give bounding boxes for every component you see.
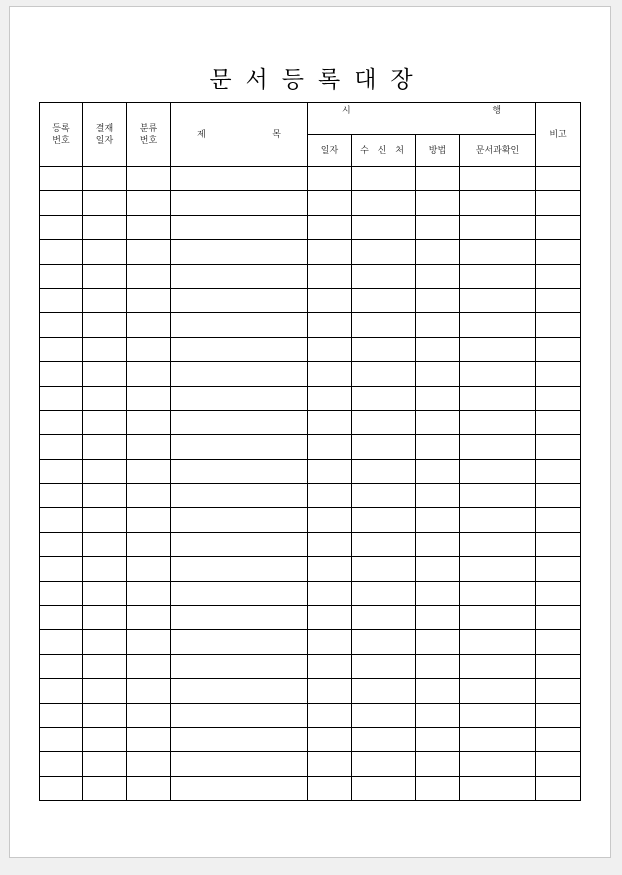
cell-remarks <box>536 484 581 508</box>
cell-document-confirmation <box>460 727 536 751</box>
header-execution-left: 시 <box>342 105 351 116</box>
cell-method <box>416 654 460 678</box>
cell-registration-number <box>40 264 83 288</box>
cell-document-confirmation <box>460 459 536 483</box>
cell-registration-number <box>40 288 83 312</box>
cell-approval-date <box>83 288 127 312</box>
cell-remarks <box>536 508 581 532</box>
cell-classification-number <box>127 386 171 410</box>
cell-subject <box>171 484 308 508</box>
cell-approval-date <box>83 606 127 630</box>
table-row <box>40 313 581 337</box>
cell-remarks <box>536 337 581 361</box>
cell-subject <box>171 191 308 215</box>
cell-approval-date <box>83 679 127 703</box>
cell-classification-number <box>127 776 171 800</box>
cell-remarks <box>536 362 581 386</box>
cell-execution-date <box>308 581 352 605</box>
cell-execution-date <box>308 191 352 215</box>
cell-approval-date <box>83 264 127 288</box>
cell-document-confirmation <box>460 264 536 288</box>
cell-registration-number <box>40 410 83 434</box>
cell-method <box>416 264 460 288</box>
cell-method <box>416 508 460 532</box>
cell-subject <box>171 654 308 678</box>
header-method: 방법 <box>416 135 460 167</box>
cell-recipient <box>352 532 416 556</box>
header-classification-number: 분류 번호 <box>127 103 171 167</box>
cell-classification-number <box>127 630 171 654</box>
cell-method <box>416 288 460 312</box>
cell-document-confirmation <box>460 606 536 630</box>
table-row <box>40 654 581 678</box>
cell-execution-date <box>308 752 352 776</box>
cell-execution-date <box>308 215 352 239</box>
cell-registration-number <box>40 654 83 678</box>
cell-classification-number <box>127 410 171 434</box>
cell-registration-number <box>40 386 83 410</box>
header-registration-number: 등록 번호 <box>40 103 83 167</box>
cell-recipient <box>352 191 416 215</box>
cell-registration-number <box>40 581 83 605</box>
cell-recipient <box>352 679 416 703</box>
cell-registration-number <box>40 532 83 556</box>
cell-subject <box>171 703 308 727</box>
cell-classification-number <box>127 727 171 751</box>
table-row <box>40 557 581 581</box>
cell-classification-number <box>127 654 171 678</box>
cell-recipient <box>352 606 416 630</box>
cell-classification-number <box>127 240 171 264</box>
cell-registration-number <box>40 508 83 532</box>
cell-execution-date <box>308 386 352 410</box>
cell-execution-date <box>308 435 352 459</box>
cell-subject <box>171 288 308 312</box>
cell-document-confirmation <box>460 532 536 556</box>
cell-remarks <box>536 215 581 239</box>
cell-document-confirmation <box>460 386 536 410</box>
header-subject-left: 제 <box>197 129 206 140</box>
cell-execution-date <box>308 362 352 386</box>
table-row <box>40 215 581 239</box>
document-title: 문서등록대장 <box>209 67 427 93</box>
cell-classification-number <box>127 606 171 630</box>
cell-document-confirmation <box>460 484 536 508</box>
cell-remarks <box>536 191 581 215</box>
cell-registration-number <box>40 679 83 703</box>
cell-recipient <box>352 752 416 776</box>
cell-method <box>416 459 460 483</box>
cell-approval-date <box>83 459 127 483</box>
cell-document-confirmation <box>460 167 536 191</box>
cell-subject <box>171 362 308 386</box>
cell-remarks <box>536 410 581 434</box>
table-row <box>40 240 581 264</box>
cell-remarks <box>536 703 581 727</box>
table-row <box>40 703 581 727</box>
cell-method <box>416 215 460 239</box>
cell-registration-number <box>40 459 83 483</box>
cell-registration-number <box>40 215 83 239</box>
cell-recipient <box>352 410 416 434</box>
cell-remarks <box>536 459 581 483</box>
cell-remarks <box>536 606 581 630</box>
table-row <box>40 606 581 630</box>
cell-remarks <box>536 288 581 312</box>
cell-approval-date <box>83 215 127 239</box>
cell-approval-date <box>83 191 127 215</box>
cell-execution-date <box>308 654 352 678</box>
cell-subject <box>171 508 308 532</box>
cell-document-confirmation <box>460 240 536 264</box>
cell-remarks <box>536 776 581 800</box>
cell-remarks <box>536 581 581 605</box>
cell-subject <box>171 581 308 605</box>
cell-method <box>416 240 460 264</box>
cell-recipient <box>352 654 416 678</box>
cell-subject <box>171 752 308 776</box>
cell-recipient <box>352 581 416 605</box>
cell-recipient <box>352 435 416 459</box>
cell-subject <box>171 386 308 410</box>
table-row <box>40 752 581 776</box>
cell-classification-number <box>127 435 171 459</box>
cell-recipient <box>352 776 416 800</box>
cell-method <box>416 581 460 605</box>
cell-remarks <box>536 654 581 678</box>
cell-method <box>416 752 460 776</box>
table-row <box>40 679 581 703</box>
header-execution-date: 일자 <box>308 135 352 167</box>
cell-document-confirmation <box>460 703 536 727</box>
cell-classification-number <box>127 557 171 581</box>
cell-recipient <box>352 557 416 581</box>
cell-remarks <box>536 313 581 337</box>
cell-classification-number <box>127 264 171 288</box>
cell-classification-number <box>127 288 171 312</box>
cell-classification-number <box>127 679 171 703</box>
cell-approval-date <box>83 167 127 191</box>
cell-remarks <box>536 167 581 191</box>
cell-execution-date <box>308 606 352 630</box>
cell-registration-number <box>40 727 83 751</box>
cell-method <box>416 532 460 556</box>
cell-execution-date <box>308 484 352 508</box>
table-row <box>40 581 581 605</box>
cell-recipient <box>352 362 416 386</box>
cell-method <box>416 191 460 215</box>
cell-approval-date <box>83 410 127 434</box>
cell-registration-number <box>40 752 83 776</box>
cell-document-confirmation <box>460 776 536 800</box>
cell-remarks <box>536 264 581 288</box>
cell-registration-number <box>40 703 83 727</box>
table-row <box>40 459 581 483</box>
table-row <box>40 435 581 459</box>
cell-classification-number <box>127 337 171 361</box>
cell-method <box>416 313 460 337</box>
cell-classification-number <box>127 362 171 386</box>
cell-approval-date <box>83 727 127 751</box>
cell-method <box>416 727 460 751</box>
cell-recipient <box>352 215 416 239</box>
cell-approval-date <box>83 362 127 386</box>
cell-recipient <box>352 240 416 264</box>
cell-classification-number <box>127 532 171 556</box>
cell-method <box>416 484 460 508</box>
cell-document-confirmation <box>460 362 536 386</box>
cell-recipient <box>352 264 416 288</box>
cell-classification-number <box>127 484 171 508</box>
table-row <box>40 484 581 508</box>
header-remarks: 비고 <box>536 103 581 167</box>
table-row <box>40 337 581 361</box>
cell-remarks <box>536 630 581 654</box>
cell-method <box>416 410 460 434</box>
cell-execution-date <box>308 410 352 434</box>
table-row <box>40 191 581 215</box>
table-row <box>40 288 581 312</box>
cell-execution-date <box>308 167 352 191</box>
cell-execution-date <box>308 727 352 751</box>
cell-method <box>416 167 460 191</box>
cell-subject <box>171 215 308 239</box>
cell-approval-date <box>83 703 127 727</box>
cell-registration-number <box>40 337 83 361</box>
cell-registration-number <box>40 167 83 191</box>
cell-remarks <box>536 532 581 556</box>
cell-subject <box>171 313 308 337</box>
table-row <box>40 362 581 386</box>
cell-execution-date <box>308 557 352 581</box>
cell-remarks <box>536 240 581 264</box>
table-row <box>40 727 581 751</box>
cell-recipient <box>352 288 416 312</box>
cell-approval-date <box>83 557 127 581</box>
cell-method <box>416 435 460 459</box>
cell-execution-date <box>308 337 352 361</box>
cell-recipient <box>352 337 416 361</box>
cell-approval-date <box>83 240 127 264</box>
cell-approval-date <box>83 776 127 800</box>
cell-approval-date <box>83 752 127 776</box>
cell-registration-number <box>40 313 83 337</box>
cell-method <box>416 386 460 410</box>
cell-method <box>416 557 460 581</box>
cell-recipient <box>352 508 416 532</box>
cell-execution-date <box>308 679 352 703</box>
cell-classification-number <box>127 215 171 239</box>
cell-method <box>416 337 460 361</box>
cell-execution-date <box>308 776 352 800</box>
cell-remarks <box>536 435 581 459</box>
cell-remarks <box>536 386 581 410</box>
cell-subject <box>171 459 308 483</box>
cell-registration-number <box>40 435 83 459</box>
header-recipient: 수 신 처 <box>352 135 416 167</box>
cell-approval-date <box>83 630 127 654</box>
cell-document-confirmation <box>460 581 536 605</box>
cell-document-confirmation <box>460 191 536 215</box>
cell-document-confirmation <box>460 410 536 434</box>
cell-registration-number <box>40 630 83 654</box>
cell-document-confirmation <box>460 508 536 532</box>
cell-method <box>416 776 460 800</box>
cell-classification-number <box>127 313 171 337</box>
cell-approval-date <box>83 313 127 337</box>
cell-approval-date <box>83 484 127 508</box>
cell-registration-number <box>40 557 83 581</box>
cell-execution-date <box>308 508 352 532</box>
header-subject <box>171 103 308 167</box>
cell-document-confirmation <box>460 752 536 776</box>
cell-subject <box>171 630 308 654</box>
header-row-1 <box>40 103 581 135</box>
cell-registration-number <box>40 362 83 386</box>
cell-subject <box>171 679 308 703</box>
cell-method <box>416 362 460 386</box>
cell-approval-date <box>83 508 127 532</box>
cell-subject <box>171 727 308 751</box>
cell-classification-number <box>127 508 171 532</box>
cell-approval-date <box>83 386 127 410</box>
cell-document-confirmation <box>460 630 536 654</box>
cell-document-confirmation <box>460 557 536 581</box>
cell-method <box>416 703 460 727</box>
cell-subject <box>171 606 308 630</box>
cell-execution-date <box>308 703 352 727</box>
cell-method <box>416 606 460 630</box>
cell-execution-date <box>308 532 352 556</box>
cell-subject <box>171 532 308 556</box>
cell-recipient <box>352 313 416 337</box>
cell-remarks <box>536 557 581 581</box>
cell-execution-date <box>308 630 352 654</box>
cell-recipient <box>352 727 416 751</box>
cell-document-confirmation <box>460 654 536 678</box>
cell-document-confirmation <box>460 679 536 703</box>
cell-classification-number <box>127 459 171 483</box>
cell-approval-date <box>83 337 127 361</box>
cell-registration-number <box>40 776 83 800</box>
cell-subject <box>171 776 308 800</box>
cell-classification-number <box>127 167 171 191</box>
table-row <box>40 776 581 800</box>
header-execution-right: 행 <box>492 105 502 116</box>
cell-registration-number <box>40 191 83 215</box>
cell-method <box>416 679 460 703</box>
cell-execution-date <box>308 288 352 312</box>
cell-execution-date <box>308 313 352 337</box>
cell-recipient <box>352 630 416 654</box>
document-page <box>9 6 611 858</box>
cell-recipient <box>352 484 416 508</box>
register-body <box>40 167 581 801</box>
document-register-table <box>39 102 581 801</box>
cell-approval-date <box>83 532 127 556</box>
cell-document-confirmation <box>460 288 536 312</box>
cell-recipient <box>352 167 416 191</box>
cell-classification-number <box>127 752 171 776</box>
cell-subject <box>171 435 308 459</box>
cell-registration-number <box>40 606 83 630</box>
cell-classification-number <box>127 703 171 727</box>
table-row <box>40 264 581 288</box>
table-row <box>40 630 581 654</box>
cell-execution-date <box>308 459 352 483</box>
cell-remarks <box>536 752 581 776</box>
cell-method <box>416 630 460 654</box>
cell-subject <box>171 337 308 361</box>
header-approval-date: 결재 일자 <box>83 103 127 167</box>
cell-document-confirmation <box>460 215 536 239</box>
cell-recipient <box>352 703 416 727</box>
cell-registration-number <box>40 484 83 508</box>
cell-registration-number <box>40 240 83 264</box>
table-row <box>40 508 581 532</box>
cell-classification-number <box>127 191 171 215</box>
cell-approval-date <box>83 435 127 459</box>
cell-subject <box>171 240 308 264</box>
header-execution <box>308 103 536 135</box>
cell-approval-date <box>83 654 127 678</box>
cell-document-confirmation <box>460 313 536 337</box>
table-row <box>40 386 581 410</box>
cell-execution-date <box>308 240 352 264</box>
cell-document-confirmation <box>460 435 536 459</box>
cell-execution-date <box>308 264 352 288</box>
cell-subject <box>171 167 308 191</box>
cell-approval-date <box>83 581 127 605</box>
cell-classification-number <box>127 581 171 605</box>
cell-subject <box>171 557 308 581</box>
table-row <box>40 167 581 191</box>
header-subject-right: 목 <box>272 129 281 140</box>
cell-remarks <box>536 727 581 751</box>
table-row <box>40 410 581 434</box>
header-document-confirmation: 문서과확인 <box>460 135 536 167</box>
cell-subject <box>171 264 308 288</box>
cell-recipient <box>352 386 416 410</box>
cell-document-confirmation <box>460 337 536 361</box>
table-row <box>40 532 581 556</box>
cell-recipient <box>352 459 416 483</box>
cell-subject <box>171 410 308 434</box>
cell-remarks <box>536 679 581 703</box>
